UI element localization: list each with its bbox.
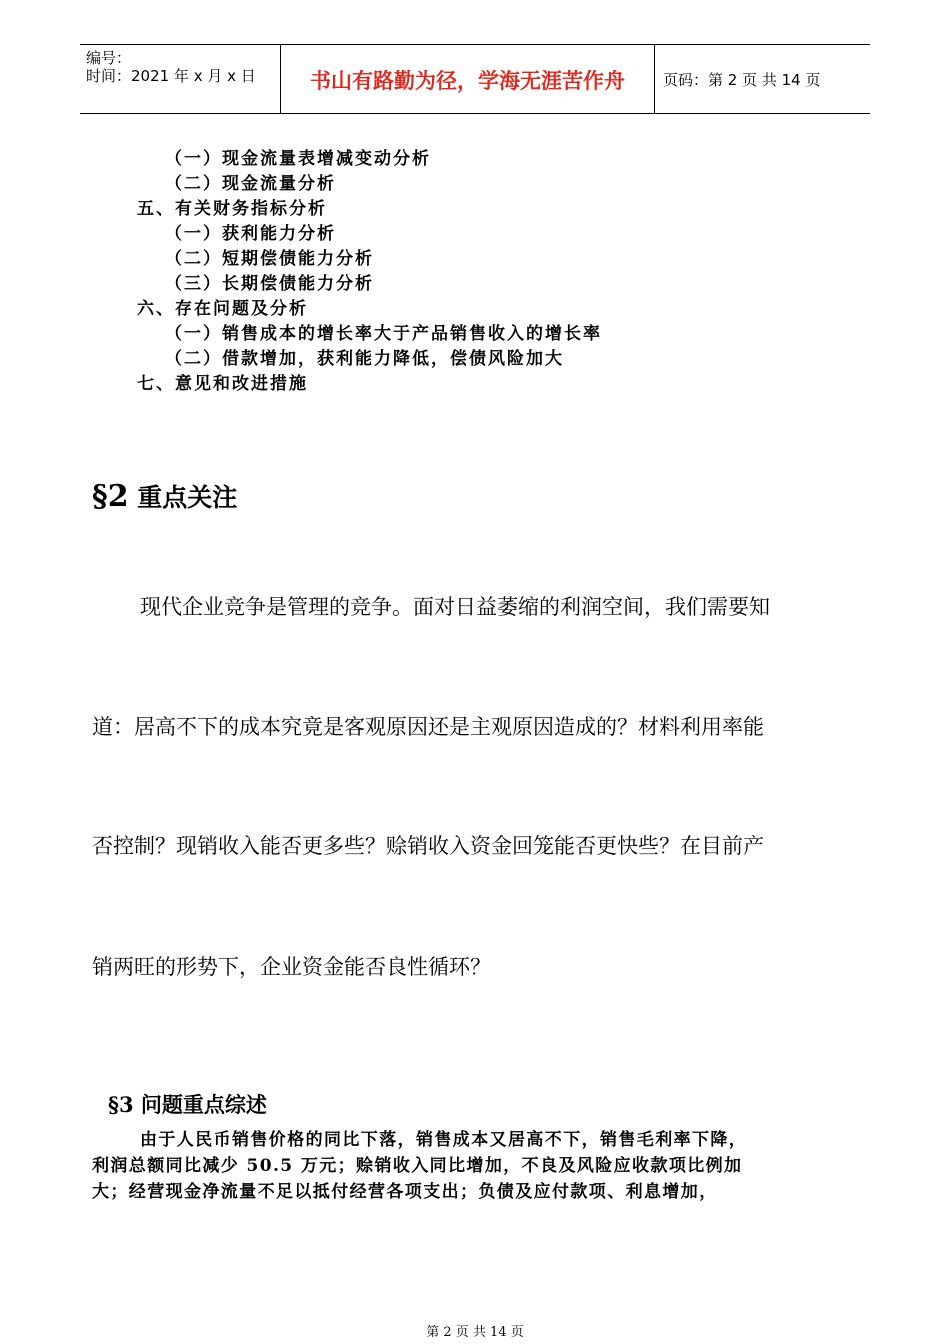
outline-item: （一）现金流量表增减变动分析 (165, 149, 431, 169)
section-2-line: 现代企业竞争是管理的竞争。面对日益萎缩的利润空间，我们需要知 (140, 595, 770, 619)
header-page-number: 页码：第 2 页 共 14 页 (663, 71, 821, 89)
outline-item: 六、存在问题及分析 (137, 299, 308, 319)
section-2-line: 销两旺的形势下，企业资金能否良性循环？ (92, 955, 491, 979)
section-3-heading: §3 问题重点综述 (108, 1092, 267, 1117)
document-number-label: 编号： (86, 49, 132, 67)
section-2-line: 道：居高不下的成本究竟是客观原因还是主观原因造成的？材料利用率能 (92, 715, 764, 739)
outline-item: 五、有关财务指标分析 (137, 199, 327, 219)
outline-item: （一）销售成本的增长率大于产品销售收入的增长率 (165, 324, 602, 344)
outline-item: （二）短期偿债能力分析 (165, 249, 374, 269)
outline-item: 七、意见和改进措施 (137, 374, 308, 394)
section-2-symbol: §2 (92, 479, 129, 514)
document-time-label: 时间：2021 年 x 月 x 日 (86, 67, 256, 85)
section-2-line: 否控制？现销收入能否更多些？赊销收入资金回笼能否更快些？在目前产 (92, 834, 764, 858)
outline-item: （一）获利能力分析 (165, 224, 336, 244)
outline-item: （二）借款增加，获利能力降低，偿债风险加大 (165, 349, 564, 369)
header-page-cell (655, 45, 870, 113)
section-2-heading (92, 480, 237, 515)
page-header (80, 44, 870, 114)
page-footer: 第 2 页 共 14 页 (426, 1325, 524, 1340)
outline-item: （三）长期偿债能力分析 (165, 274, 374, 294)
section-2-title: 重点关注 (137, 483, 238, 512)
header-motto: 书山有路勤为径，学海无涯苦作舟 (310, 68, 625, 93)
section-3-line: 利润总额同比减少 50.5 万元；赊销收入同比增加，不良及风险应收款项比例加 (92, 1156, 743, 1176)
header-meta-cell (80, 45, 281, 113)
section-3-line: 由于人民币销售价格的同比下落，销售成本又居高不下，销售毛利率下降， (140, 1130, 748, 1150)
outline-item: （二）现金流量分析 (165, 174, 336, 194)
section-3-line: 大；经营现金净流量不足以抵付经营各项支出；负债及应付款项、利息增加， (92, 1182, 718, 1202)
header-motto-cell (281, 45, 655, 113)
